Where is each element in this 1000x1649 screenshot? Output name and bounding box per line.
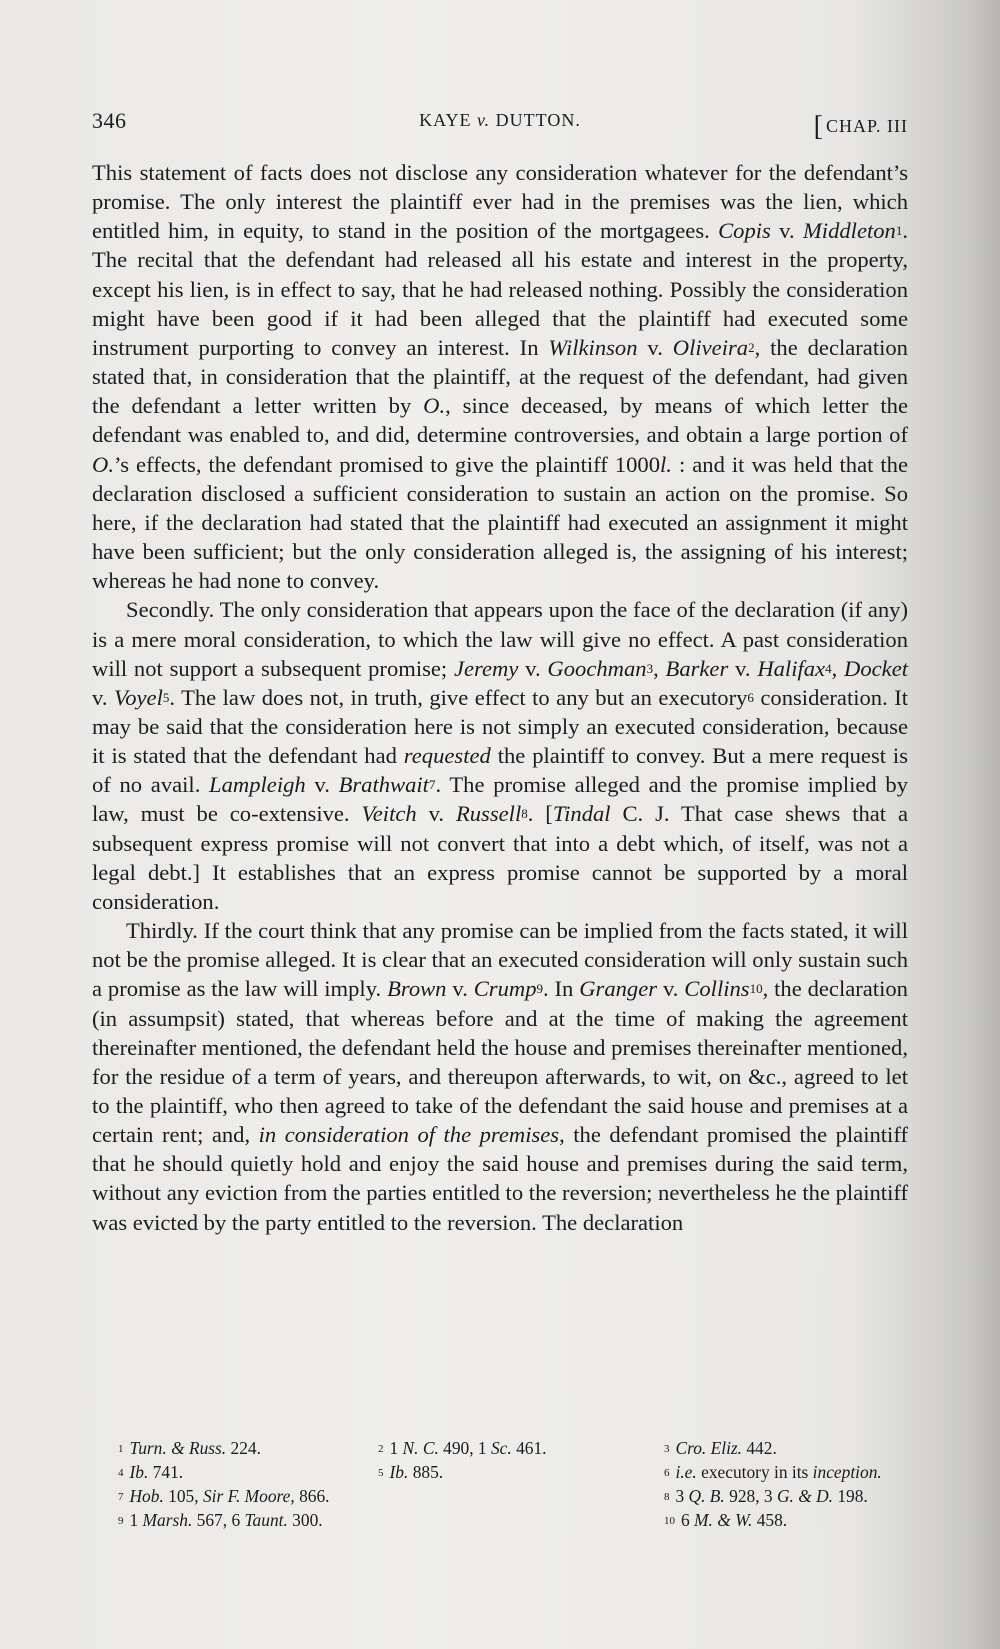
footnote-row — [92, 1508, 908, 1532]
text-run: v. — [518, 655, 548, 681]
chapter-label: [ CHAP. III — [813, 111, 908, 142]
text-run: DUTTON. — [490, 110, 581, 130]
footnote-2 — [378, 1436, 547, 1460]
italic-text: Turn. & Russ. — [129, 1438, 227, 1458]
italic-text: Tindal — [552, 801, 611, 827]
italic-text: Brown — [387, 976, 447, 1002]
footnote-row — [92, 1484, 908, 1508]
text-run: . [ — [527, 801, 553, 827]
italic-text: Sc. — [490, 1438, 512, 1458]
italic-text: Wilkinson — [548, 334, 638, 360]
italic-text: Copis — [718, 218, 771, 244]
italic-text: Halifax — [757, 655, 826, 681]
italic-text: Hob. — [129, 1486, 164, 1506]
italic-text: l. — [660, 451, 672, 477]
footnote-9 — [118, 1508, 323, 1532]
paragraph-3 — [92, 916, 908, 1237]
footnote-10 — [664, 1508, 787, 1532]
footnote-ref: 2 — [748, 339, 755, 355]
body-text — [92, 158, 908, 1237]
italic-text: Lampleigh — [209, 772, 306, 798]
text-run: 6 — [664, 1467, 670, 1479]
text-run: 741. — [148, 1462, 184, 1482]
text-run: executory in its — [696, 1462, 813, 1482]
text-run: 7 — [118, 1491, 124, 1503]
italic-text: N. C. — [402, 1438, 439, 1458]
text-run: . The law does not, in truth, give effect to any but an executory — [169, 684, 748, 710]
footnote-ref: 4 — [825, 660, 832, 676]
text-run: 1 — [129, 1510, 143, 1530]
italic-text: Taunt. — [244, 1510, 288, 1530]
text-run: 885. — [408, 1462, 444, 1482]
text-run: v. — [770, 218, 803, 244]
italic-text: i.e. — [675, 1462, 697, 1482]
text-run: 105, — [163, 1486, 203, 1506]
italic-text: Voyel — [113, 684, 163, 710]
italic-text: Collins — [684, 976, 750, 1002]
text-run: v. — [637, 334, 673, 360]
text-run: 866. — [294, 1486, 330, 1506]
italic-text: Q. B. — [688, 1486, 725, 1506]
text-run: 10 — [664, 1515, 675, 1527]
text-run: 5 — [378, 1467, 384, 1479]
text-run: 458. — [752, 1510, 788, 1530]
running-header — [92, 108, 908, 142]
italic-text: Ib. — [389, 1462, 409, 1482]
text-run: v. — [305, 772, 339, 798]
paragraph-1 — [92, 158, 908, 595]
text-run: v. — [728, 655, 758, 681]
text-run: , — [653, 655, 666, 681]
text-run: 300. — [287, 1510, 323, 1530]
italic-text: Oliveira — [672, 334, 749, 360]
italic-text: Docket — [844, 655, 909, 681]
footnote-7 — [118, 1484, 330, 1508]
text-run: 490, 1 — [438, 1438, 491, 1458]
footnotes — [92, 1436, 908, 1532]
text-run: . In — [543, 976, 580, 1002]
italic-text: O. — [423, 393, 446, 419]
footnote-ref: 7 — [428, 777, 436, 793]
text-run: 567, 6 — [192, 1510, 245, 1530]
footnote-ref: 1 — [895, 223, 903, 239]
paragraph-2 — [92, 595, 908, 916]
footnote-ref: 9 — [536, 981, 543, 997]
text-run: . The promise alleged and the promise implied by law, must be co-extensive. — [92, 772, 908, 827]
text-run: CHAP. III — [825, 116, 908, 136]
page-number: 346 — [92, 108, 127, 133]
footnote-3 — [664, 1436, 777, 1460]
italic-text: Barker — [665, 655, 729, 681]
italic-text: v. — [477, 110, 491, 130]
text-run: , the defendant promised the plaintiff that he should quietly hold and enjoy the said house and premises during the said term, without any eviction from the parties entitled to the reversion; nevertheless he the plaintiff was evicted by the party entitled to the reversion. The declaration — [92, 1122, 908, 1235]
footnote-row — [92, 1436, 908, 1460]
italic-text: Crump — [473, 976, 537, 1002]
text-run: the plaintiff to convey. But a mere request is of no avail. — [92, 743, 908, 798]
text-run: , the declaration (in assumpsit) stated, that whereas before and at the time of making the agreement thereinafter mentioned, the defendant held the house and premises thereinafter mentioned, for the residue of a term of years, and thereupon afterwards, to wit, on &c., agreed to let to the plaintiff, who then agreed to take of the defendant the said house and premises at a certain rent; and, — [92, 976, 908, 1148]
text-run: v. — [416, 801, 456, 827]
text-run: v. — [657, 976, 685, 1002]
text-run: 442. — [742, 1438, 777, 1458]
footnote-ref: 3 — [646, 660, 654, 676]
text-run: 461. — [511, 1438, 547, 1458]
text-run: ’s effects, the defendant promised to give the plaintiff 1000 — [113, 451, 660, 477]
text-run: consideration. It may be said that the consideration here is not simply an executed consideration, because it is stated that the defendant had — [92, 684, 908, 769]
footnote-8 — [664, 1484, 868, 1508]
italic-text: Sir F. Moore, — [202, 1486, 295, 1506]
italic-text: Russell — [455, 801, 522, 827]
footnote-ref: 10 — [749, 981, 763, 997]
text-run: , — [831, 655, 845, 681]
text-run: : and it was held that the declaration disclosed a sufficient consideration to sustain an action on the promise. So here, if the declaration had stated that the plaintiff had executed an assignment it might have been sufficient; but the only consideration alleged is, the assigning of his interest; whereas he had none to convey. — [92, 451, 908, 594]
text-run: 1 — [118, 1443, 124, 1455]
text-run: 224. — [226, 1438, 261, 1458]
italic-text: Middleton — [802, 218, 896, 244]
italic-text: Ib. — [129, 1462, 149, 1482]
italic-text: Granger — [579, 976, 658, 1002]
footnote-ref: 6 — [747, 689, 754, 705]
footnote-1 — [118, 1436, 261, 1460]
italic-text: M. & W. — [694, 1510, 753, 1530]
italic-text: G. & D. — [776, 1486, 833, 1506]
italic-text: Veitch — [361, 801, 417, 827]
italic-text: inception. — [812, 1462, 882, 1482]
text-run: 9 — [118, 1515, 124, 1527]
text-run: C. J. That case shews that a subsequent express promise will not convert that into a debt which, of itself, was not a legal debt.] It establishes that an express promise cannot be supported by a moral consideration. — [92, 801, 908, 914]
text-run: 198. — [833, 1486, 868, 1506]
footnote-6 — [664, 1460, 882, 1484]
footnote-5 — [378, 1460, 443, 1484]
italic-text: Jeremy — [453, 655, 519, 681]
italic-text: Brathwait — [338, 772, 429, 798]
running-title — [92, 110, 908, 131]
text-run: v. — [446, 976, 474, 1002]
italic-text: in consideration of the premises — [258, 1122, 560, 1148]
text-run: 3 — [675, 1486, 689, 1506]
text-run: This statement of facts does not disclose any consideration whatever for the defendant’s promise. The only interest the plaintiff ever had in the premises was the lien, which entitled him, in equity, to stand in the position of the mortgagees. — [92, 160, 908, 244]
text-run: KAYE — [419, 110, 477, 130]
text-run: 1 — [389, 1438, 403, 1458]
footnote-row — [92, 1460, 908, 1484]
italic-text: O. — [92, 451, 114, 477]
italic-text: Cro. Eliz. — [675, 1438, 743, 1458]
text-run: Secondly. The only consideration that appears upon the face of the declaration (if any) is a mere moral consideration, to which the law will give no effect. A past consideration will not support a subsequent promise; — [92, 597, 908, 681]
text-run: 8 — [664, 1491, 670, 1503]
text-run: , since deceased, by means of which letter the defendant was enabled to, and did, determine controversies, and obtain a large portion of — [92, 393, 908, 448]
text-run: 6 — [681, 1510, 695, 1530]
text-run: v. — [92, 684, 114, 710]
italic-text: Goochman — [547, 655, 647, 681]
text-run: . The recital that the defendant had released all his estate and interest in the property, except his lien, is in effect to say, that he had released nothing. Possibly the consideration might have been good if it had been alleged that the plaintiff had executed some instrument purporting to convey an interest. In — [92, 218, 908, 360]
footnote-ref: 8 — [521, 806, 528, 822]
italic-text: requested — [403, 743, 491, 769]
text-run: Thirdly. If the court think that any promise can be implied from the facts stated, it will not be the promise alleged. It is clear that an executed consideration will only sustain such a promise as the law will imply. — [92, 918, 908, 1002]
text-run: 3 — [664, 1443, 670, 1455]
text-run: , the declaration stated that, in consideration that the plaintiff, at the request of the defendant, had given the defendant a letter written by — [92, 334, 908, 419]
text-run: 2 — [378, 1443, 384, 1455]
text-run: 928, 3 — [724, 1486, 777, 1506]
text-run: 4 — [118, 1467, 124, 1479]
italic-text: Marsh. — [142, 1510, 193, 1530]
footnote-4 — [118, 1460, 183, 1484]
footnote-ref: 5 — [162, 689, 170, 705]
